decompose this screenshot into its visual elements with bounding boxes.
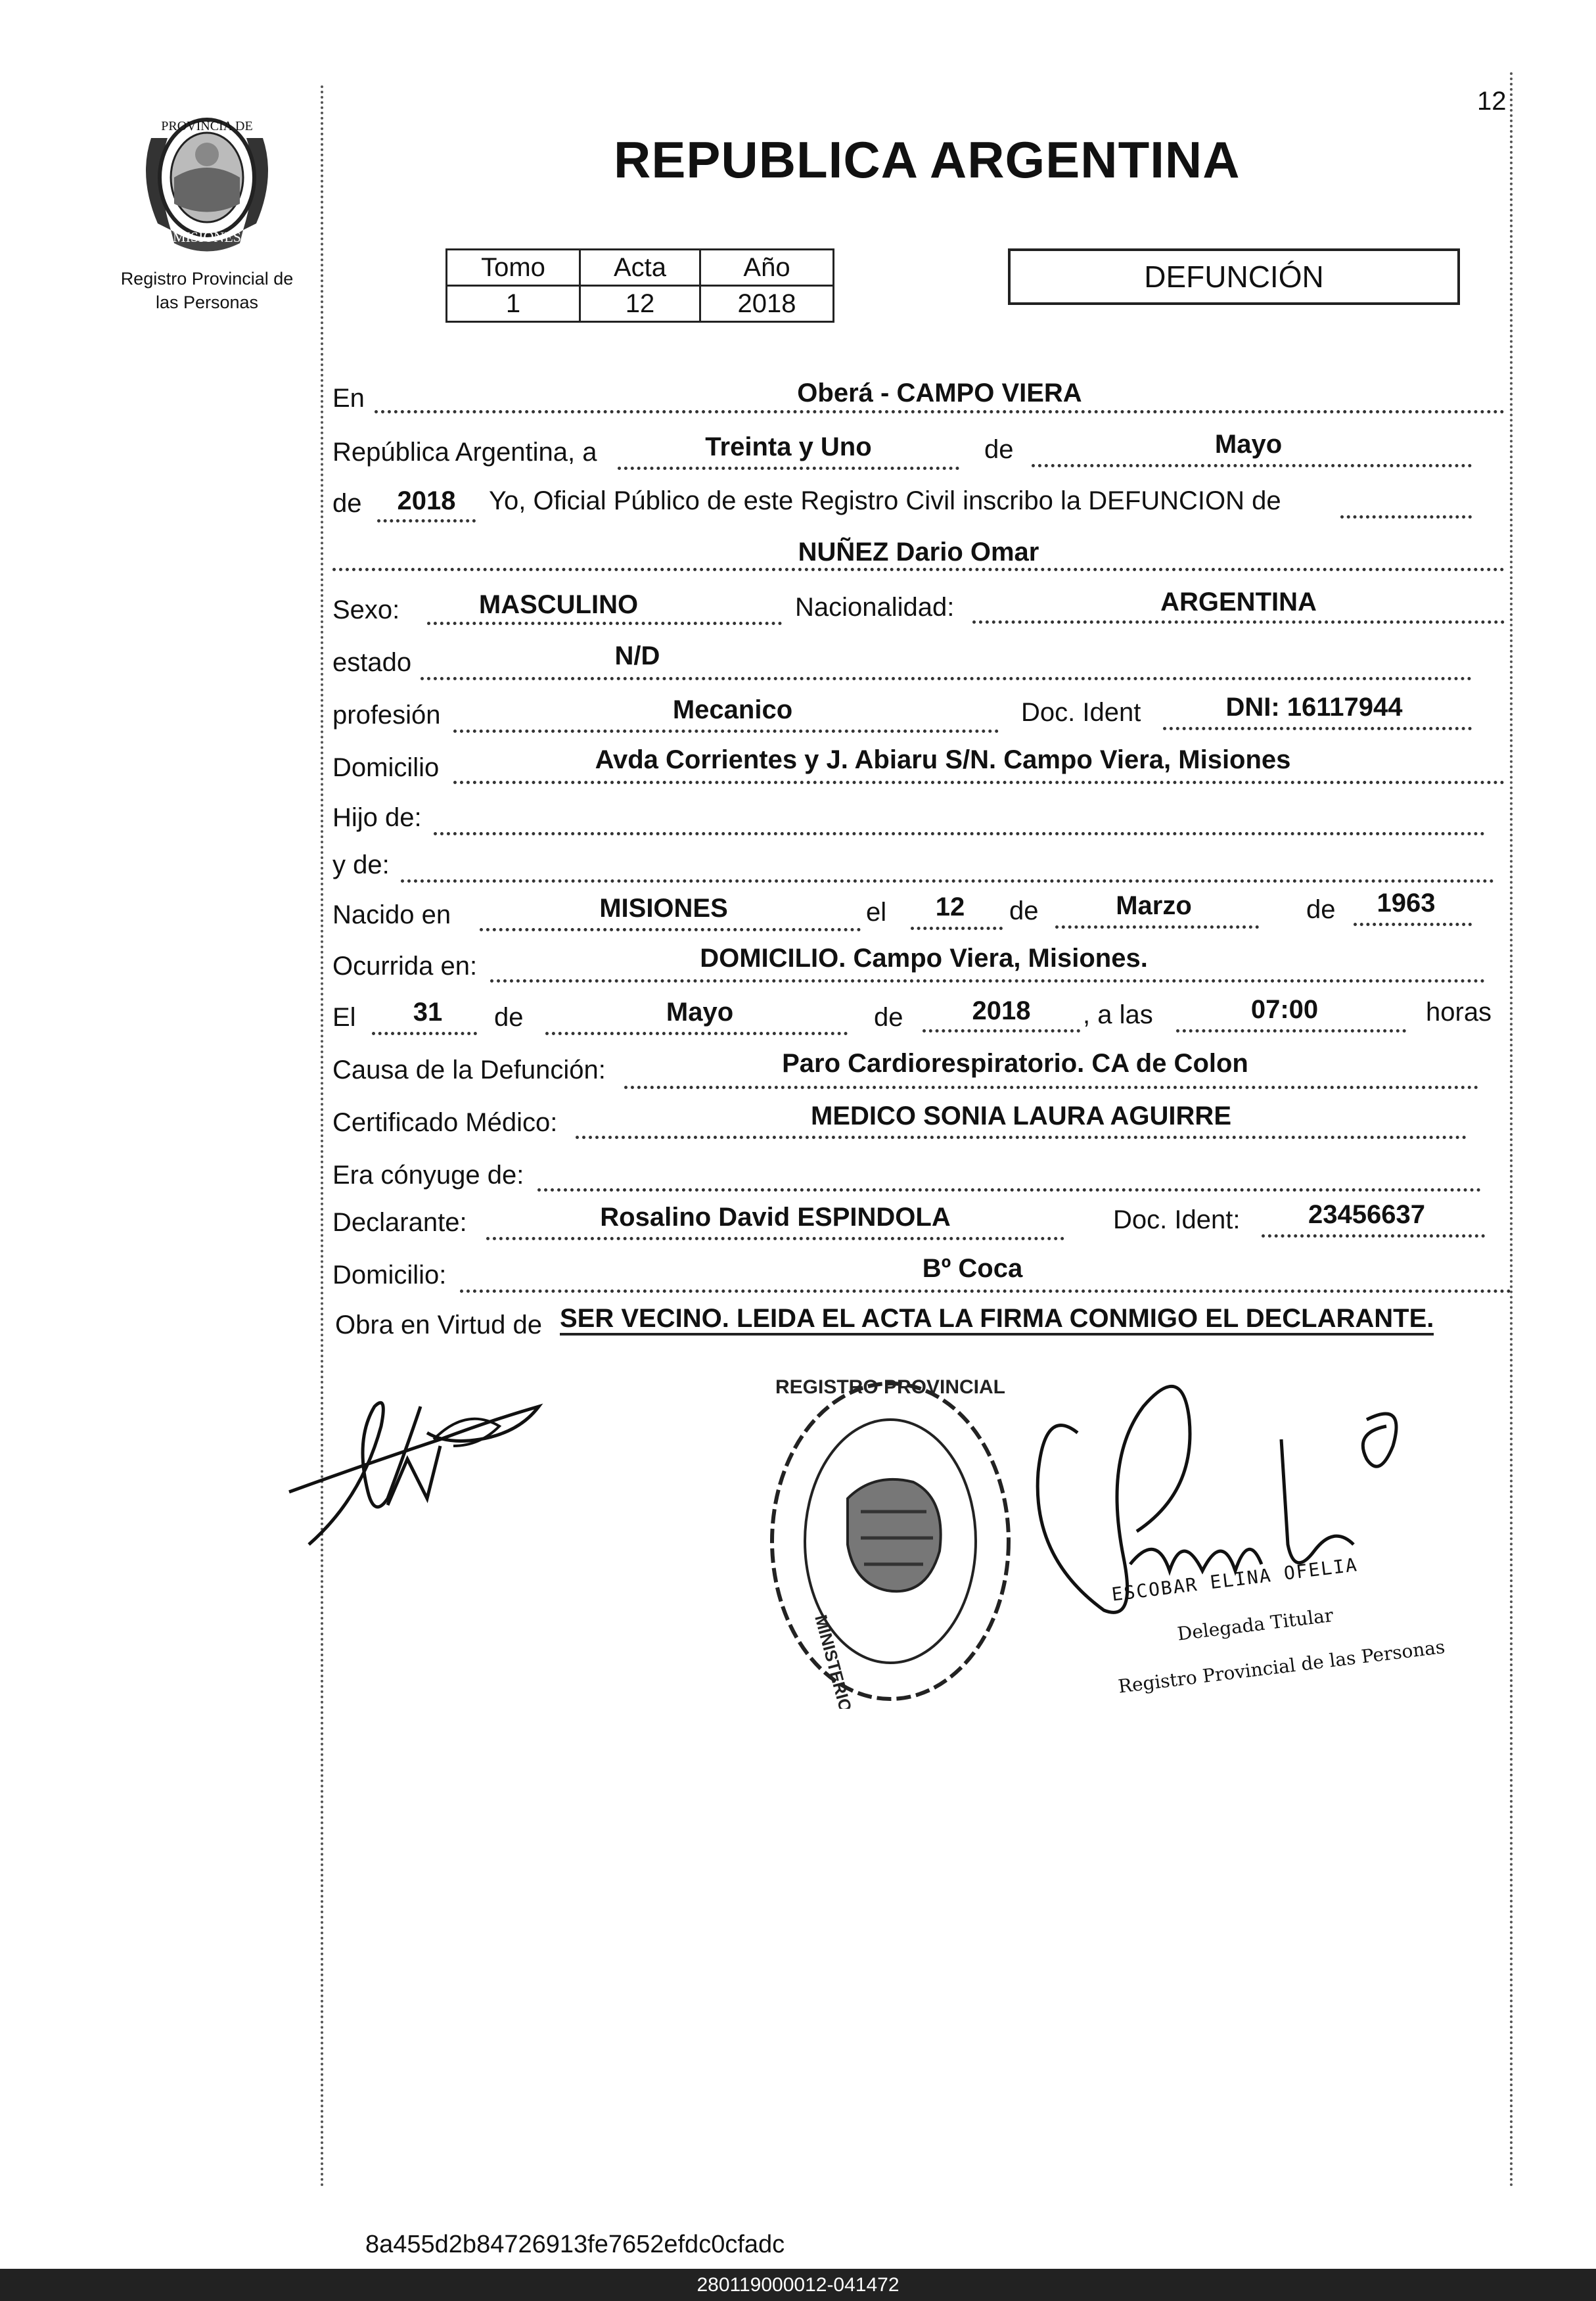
sexo-line — [427, 622, 782, 625]
month-value: Mayo — [1214, 430, 1283, 459]
domicilio-line — [453, 781, 1505, 784]
label-doc-ident: Doc. Ident — [1021, 698, 1141, 727]
acta-table-value-row — [447, 286, 834, 322]
month-line — [1032, 464, 1472, 467]
yo-oficial-line — [1340, 515, 1472, 519]
label-de-month: de — [984, 435, 1014, 464]
acta-header-tomo: Tomo — [447, 250, 580, 286]
acta-value-tomo: 1 — [447, 286, 580, 322]
death-month-line — [545, 1032, 848, 1035]
document-type-box: DEFUNCIÓN — [1008, 248, 1460, 305]
label-de-death-year: de — [874, 1003, 903, 1032]
deceased-name-line — [332, 568, 1505, 571]
registry-stamp-icon — [749, 1367, 1025, 1709]
birth-year-line — [1354, 923, 1472, 926]
label-en: En — [332, 384, 365, 413]
obra-en-virtud-value: SER VECINO. LEIDA EL ACTA LA FIRMA CONMIGO EL DECLARANTE. — [560, 1304, 1434, 1336]
declarante-doc-line — [1262, 1234, 1485, 1238]
conyuge-line — [537, 1188, 1481, 1192]
right-margin-line — [1510, 72, 1513, 2189]
birth-month-value: Marzo — [1116, 891, 1192, 920]
ocurrida-en-value: DOMICILIO. Campo Viera, Misiones. — [700, 944, 1148, 973]
label-causa: Causa de la Defunción: — [332, 1056, 606, 1084]
country-title: REPUBLICA ARGENTINA — [614, 131, 1241, 189]
declarant-signature-icon — [283, 1367, 572, 1551]
emblem-text-top: PROVINCIA DE — [161, 119, 253, 133]
label-declarante: Declarante: — [332, 1208, 467, 1237]
left-margin-line — [321, 85, 323, 2189]
death-day-line — [372, 1032, 477, 1035]
birth-year-value: 1963 — [1377, 889, 1436, 918]
label-de-birth-month: de — [1009, 896, 1039, 925]
day-words-line — [618, 467, 959, 470]
provincial-emblem-icon — [131, 99, 283, 256]
death-year-value: 2018 — [972, 996, 1031, 1025]
label-conyuge: Era cónyuge de: — [332, 1161, 524, 1190]
label-yo-oficial: Yo, Oficial Público de este Registro Civil inscribo la DEFUNCION de — [489, 486, 1281, 515]
barcode-id: 280119000012-041472 — [0, 2269, 1596, 2301]
certificado-line — [576, 1136, 1467, 1139]
registry-name-line1: Registro Provincial de — [120, 269, 294, 289]
label-republica: República Argentina, a — [332, 438, 597, 467]
stamp-top-text: REGISTRO PROVINCIAL — [775, 1376, 1006, 1398]
label-estado: estado — [332, 648, 412, 677]
label-ocurrida-en: Ocurrida en: — [332, 952, 478, 981]
declarante-domicilio-value: Bº Coca — [922, 1254, 1023, 1283]
locality-line — [375, 410, 1505, 413]
registry-name — [102, 267, 312, 314]
official-office: Registro Provincial de las Personas — [1117, 1635, 1446, 1698]
label-domicilio-declarante: Domicilio: — [332, 1261, 447, 1290]
causa-value: Paro Cardiorespiratorio. CA de Colon — [782, 1049, 1248, 1078]
label-y-de: y de: — [332, 850, 390, 879]
label-profesion: profesión — [332, 701, 441, 730]
label-sexo: Sexo: — [332, 595, 400, 624]
acta-table — [445, 248, 834, 323]
acta-value-acta: 12 — [580, 286, 700, 322]
declarante-domicilio-line — [460, 1290, 1511, 1293]
declarante-value: Rosalino David ESPINDOLA — [600, 1203, 951, 1232]
label-de-year: de — [332, 489, 362, 518]
domicilio-value: Avda Corrientes y J. Abiaru S/N. Campo Viera, Misiones — [595, 745, 1291, 774]
official-name: ESCOBAR ELINA OFELIA — [1110, 1554, 1359, 1606]
deceased-name-value: NUÑEZ Dario Omar — [798, 538, 1039, 567]
death-time-value: 07:00 — [1250, 995, 1319, 1024]
estado-line — [421, 677, 1472, 680]
sexo-value: MASCULINO — [478, 590, 639, 619]
stamp-left-text: MINISTERIO — [811, 1612, 856, 1709]
doc-ident-value: DNI: 16117944 — [1225, 693, 1403, 722]
profesion-value: Mecanico — [672, 695, 793, 724]
estado-value: N/D — [614, 641, 660, 670]
birth-place-line — [480, 928, 861, 931]
locality-value: Oberá - CAMPO VIERA — [797, 379, 1082, 407]
y-de-line — [401, 879, 1494, 883]
death-day-value: 31 — [413, 998, 443, 1027]
label-certificado: Certificado Médico: — [332, 1108, 558, 1137]
label-nacionalidad: Nacionalidad: — [795, 593, 955, 622]
nacionalidad-line — [972, 620, 1505, 624]
acta-value-anio: 2018 — [700, 286, 834, 322]
death-year-line — [923, 1029, 1080, 1033]
day-words-value: Treinta y Uno — [705, 432, 872, 461]
label-el-birth: el — [866, 898, 887, 927]
declarante-line — [486, 1237, 1064, 1240]
registry-name-line2: las Personas — [155, 292, 259, 312]
death-month-value: Mayo — [666, 998, 734, 1027]
label-el-death: El — [332, 1003, 356, 1032]
year-value: 2018 — [397, 486, 456, 515]
acta-table-header-row — [447, 250, 834, 286]
label-nacido-en: Nacido en — [332, 900, 451, 929]
label-domicilio: Domicilio — [332, 753, 440, 782]
page-number: 12 — [1477, 87, 1507, 116]
birth-day-value: 12 — [935, 893, 965, 921]
emblem-text-bottom: MISIONES — [173, 229, 241, 245]
certificado-value: MEDICO SONIA LAURA AGUIRRE — [811, 1102, 1231, 1130]
death-time-line — [1176, 1029, 1406, 1033]
acta-header-acta: Acta — [580, 250, 700, 286]
official-role: Delegada Titular — [1176, 1604, 1334, 1645]
birth-place-value: MISIONES — [599, 894, 728, 923]
acta-header-anio: Año — [700, 250, 834, 286]
document-hash: 8a455d2b84726913fe7652efdc0cfadc — [365, 2231, 785, 2258]
profesion-line — [453, 730, 999, 733]
nacionalidad-value: ARGENTINA — [1160, 588, 1317, 616]
causa-line — [624, 1086, 1478, 1089]
doc-ident-line — [1163, 727, 1472, 730]
label-a-las: , a las — [1083, 1000, 1153, 1029]
declarante-doc-value: 23456637 — [1308, 1200, 1425, 1229]
official-signature-icon — [1025, 1360, 1432, 1637]
birth-month-line — [1055, 925, 1259, 929]
birth-day-line — [911, 927, 1003, 930]
label-de-birth-year: de — [1306, 895, 1336, 924]
year-line — [377, 519, 476, 523]
label-doc-ident-declarante: Doc. Ident: — [1113, 1205, 1241, 1234]
hijo-de-line — [434, 832, 1485, 835]
label-obra-en-virtud: Obra en Virtud de — [335, 1311, 543, 1339]
label-horas: horas — [1426, 998, 1492, 1027]
label-hijo-de: Hijo de: — [332, 803, 422, 832]
ocurrida-en-line — [490, 979, 1485, 983]
label-de-death-month: de — [494, 1003, 524, 1032]
